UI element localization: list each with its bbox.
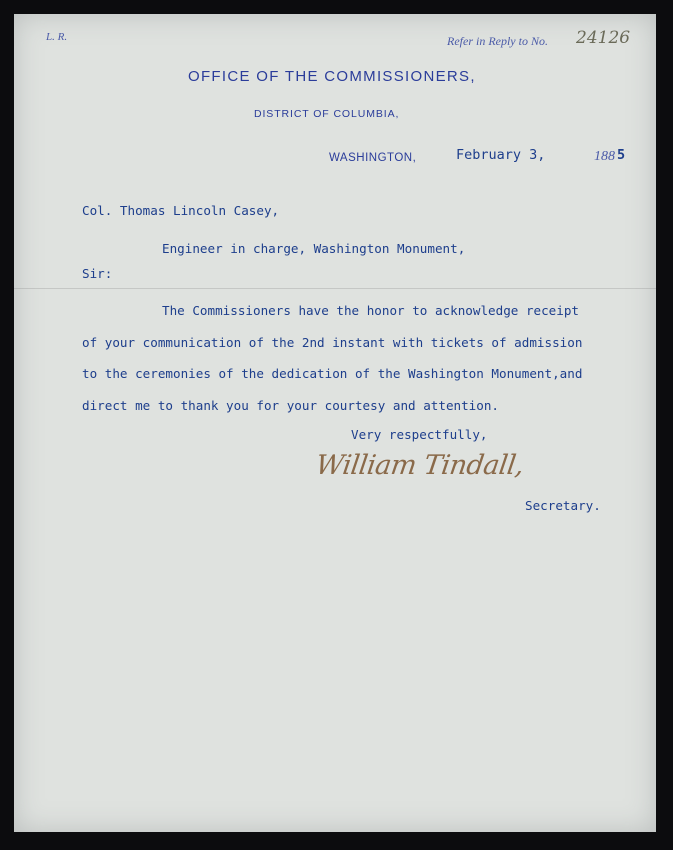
letter-date: February 3, xyxy=(456,147,546,163)
year-suffix: 5 xyxy=(617,147,626,163)
lr-mark: L. R. xyxy=(46,31,68,43)
reference-number: 24126 xyxy=(576,28,631,48)
body-line: to the ceremonies of the dedication of the Washington Monument,and xyxy=(82,366,583,381)
letter-sheet xyxy=(14,14,656,832)
recipient-title: Engineer in charge, Washington Monument, xyxy=(162,241,466,256)
signer-title: Secretary. xyxy=(525,498,601,513)
refer-label: Refer in Reply to No. xyxy=(447,34,548,48)
closing: Very respectfully, xyxy=(351,427,488,442)
salutation: Sir: xyxy=(82,266,113,281)
city-name: WASHINGTON, xyxy=(329,152,417,164)
year-prefix: 188 xyxy=(594,149,615,164)
fold-line xyxy=(14,288,656,289)
signature: William Tindall, xyxy=(313,450,526,481)
body-line: of your communication of the 2nd instant with tickets of admission xyxy=(82,335,583,350)
body-line: The Commissioners have the honor to acknowledge receipt xyxy=(162,303,580,318)
recipient-name: Col. Thomas Lincoln Casey, xyxy=(82,203,280,218)
body-line: direct me to thank you for your courtesy and attention. xyxy=(82,398,500,413)
district-name: DISTRICT OF COLUMBIA, xyxy=(254,108,400,120)
office-title: OFFICE OF THE COMMISSIONERS, xyxy=(188,68,476,85)
